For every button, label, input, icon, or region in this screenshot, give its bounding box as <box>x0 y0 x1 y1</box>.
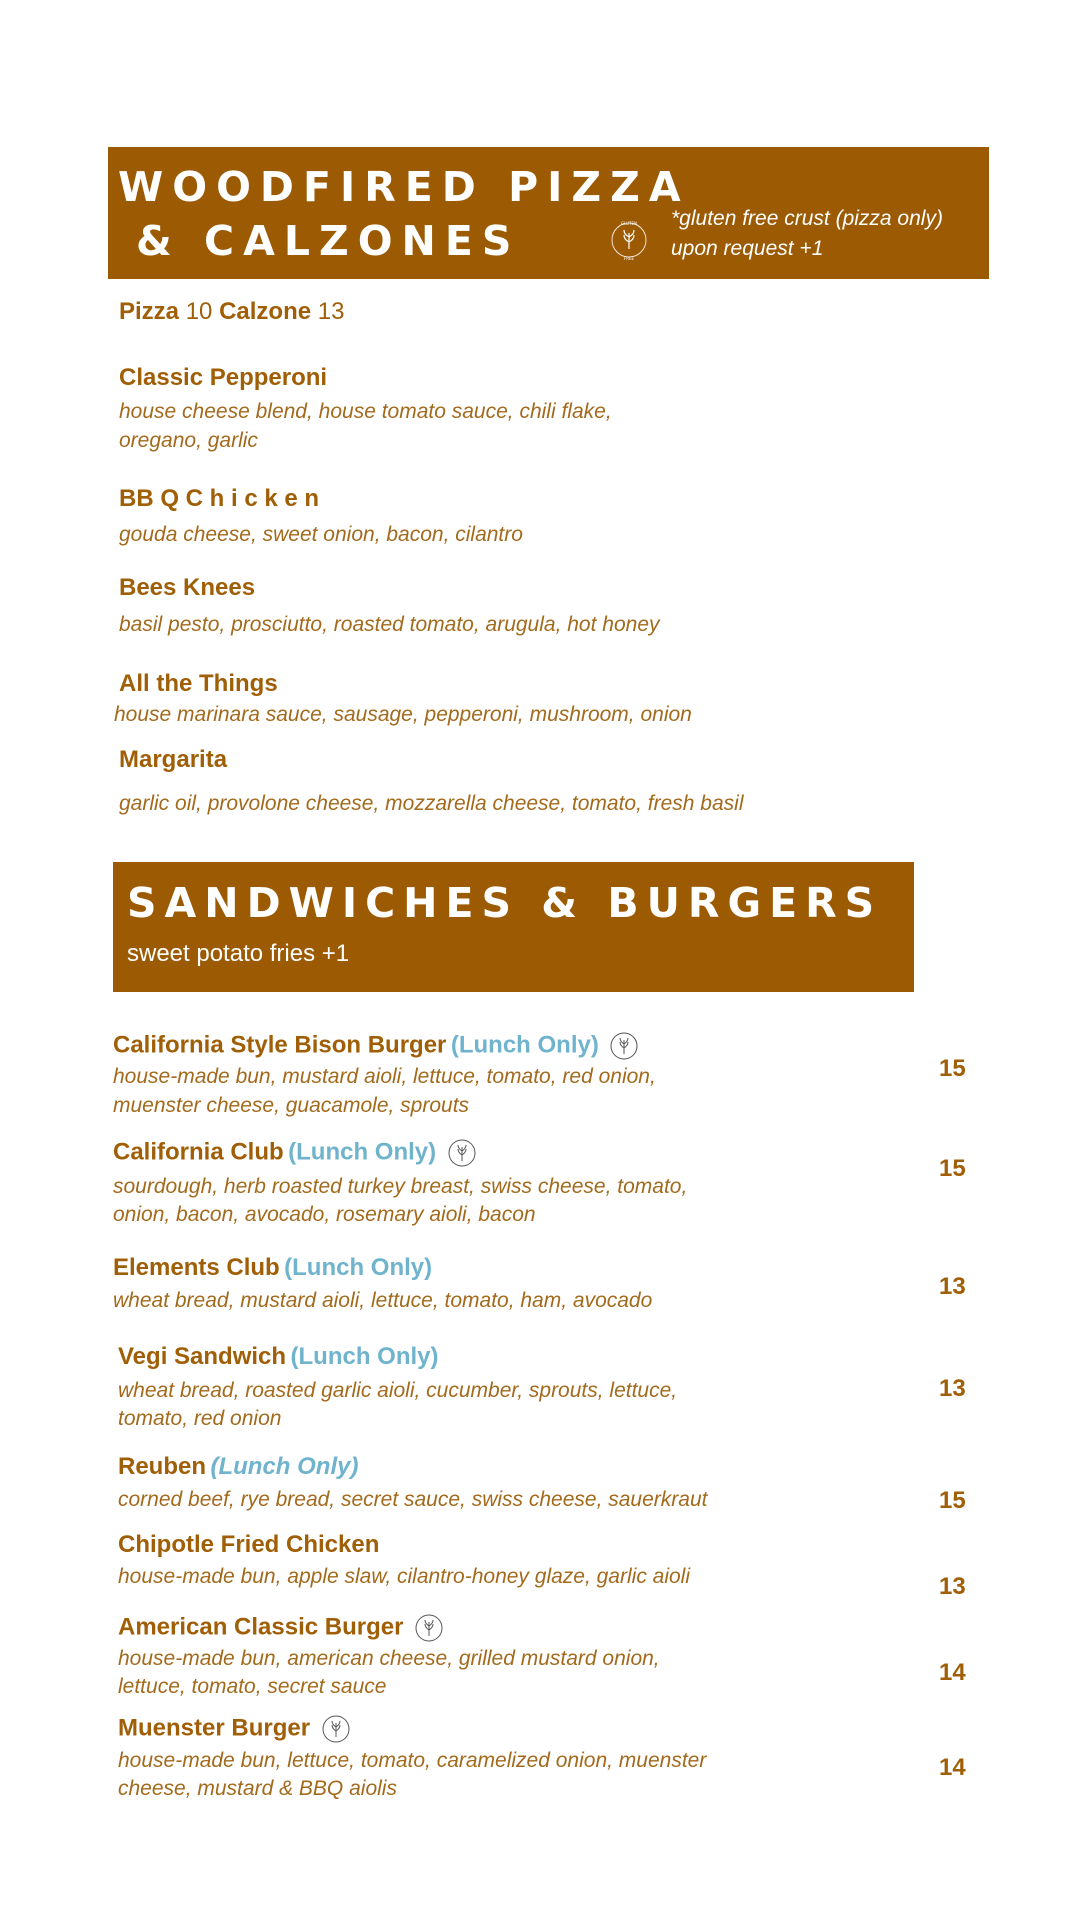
menu-item-name: Bees Knees <box>119 574 256 601</box>
menu-item-name: Classic Pepperoni <box>119 364 328 391</box>
lunch-only-tag: (Lunch Only) <box>288 1138 437 1166</box>
gluten-free-icon <box>608 219 650 266</box>
menu-item-name: California Club <box>113 1138 284 1166</box>
menu-item-desc: sourdough, herb roasted turkey breast, swiss cheese, tomato, <box>113 1175 688 1198</box>
menu-item-name: Chipotle Fried Chicken <box>118 1531 380 1558</box>
menu-item-desc: cheese, mustard & BBQ aiolis <box>118 1777 397 1800</box>
lunch-only-tag: (Lunch Only) <box>284 1254 433 1281</box>
menu-item-name: California Style Bison Burger <box>113 1031 447 1059</box>
menu-item-title <box>113 1136 479 1175</box>
menu-item-price: 15 <box>939 1155 966 1182</box>
menu-item-price: 14 <box>939 1659 966 1686</box>
svg-text:FREE: FREE <box>623 256 635 261</box>
pizza-label: Pizza <box>119 298 180 325</box>
menu-item-desc: muenster cheese, guacamole, sprouts <box>113 1094 470 1117</box>
gluten-free-icon <box>445 1136 479 1175</box>
sandwich-banner <box>113 862 914 992</box>
menu-item-price: 13 <box>939 1573 966 1600</box>
menu-item-desc: oregano, garlic <box>119 429 258 452</box>
menu-item-price: 15 <box>939 1055 966 1082</box>
menu-item-price: 13 <box>939 1375 966 1402</box>
menu-item-name: Reuben <box>118 1453 207 1480</box>
sandwich-subtitle: sweet potato fries +1 <box>127 940 350 967</box>
gluten-note-line1: *gluten free crust (pizza only) <box>671 207 943 230</box>
lunch-only-tag: (Lunch Only) <box>290 1343 439 1370</box>
menu-item-desc: onion, bacon, avocado, rosemary aioli, bacon <box>113 1203 536 1226</box>
menu-item-name: Muenster Burger <box>118 1714 311 1742</box>
menu-item-desc: house-made bun, apple slaw, cilantro-honey glaze, garlic aioli <box>118 1565 691 1588</box>
lunch-only-tag: (Lunch Only) <box>450 1031 599 1059</box>
menu-item-desc: house-made bun, american cheese, grilled mustard onion, <box>118 1647 660 1670</box>
menu-item-name: Elements Club <box>113 1254 280 1281</box>
menu-item-desc: house cheese blend, house tomato sauce, chili flake, <box>119 400 612 423</box>
pizza-banner <box>108 147 989 279</box>
menu-item-desc: garlic oil, provolone cheese, mozzarella cheese, tomato, fresh basil <box>119 792 744 815</box>
menu-item-name: Vegi Sandwich <box>118 1343 287 1370</box>
calzone-price: 13 <box>317 298 345 325</box>
pizza-title-line1: WOODFIRED PIZZA <box>118 163 690 211</box>
lunch-only-tag: (Lunch Only) <box>210 1453 359 1480</box>
menu-item-desc: gouda cheese, sweet onion, bacon, cilantro <box>119 523 523 546</box>
menu-item-name: American Classic Burger <box>118 1613 404 1641</box>
pizza-calzone-pricing <box>119 298 344 326</box>
menu-item-desc: corned beef, rye bread, secret sauce, swiss cheese, sauerkraut <box>118 1488 708 1511</box>
sandwich-title: SANDWICHES & BURGERS <box>127 879 883 927</box>
menu-item-price: 13 <box>939 1273 966 1300</box>
menu-item-title <box>113 1254 432 1282</box>
menu-item-desc: wheat bread, mustard aioli, lettuce, tomato, ham, avocado <box>113 1289 653 1312</box>
gluten-note-line2: upon request +1 <box>671 237 824 260</box>
menu-item-price: 15 <box>939 1487 966 1514</box>
menu-item-desc: basil pesto, prosciutto, roasted tomato, arugula, hot honey <box>119 613 660 636</box>
menu-item-desc: wheat bread, roasted garlic aioli, cucumber, sprouts, lettuce, <box>118 1379 678 1402</box>
menu-item-desc: lettuce, tomato, secret sauce <box>118 1675 387 1698</box>
pizza-title-line2: & CALZONES <box>136 217 521 265</box>
svg-text:GLUTEN: GLUTEN <box>620 221 638 226</box>
menu-item-price: 14 <box>939 1754 966 1781</box>
menu-item-desc: house-made bun, mustard aioli, lettuce, tomato, red onion, <box>113 1065 656 1088</box>
menu-item-name: BB Q C h i c k e n <box>119 485 320 512</box>
menu-item-title <box>118 1343 438 1371</box>
menu-item-desc: house-made bun, lettuce, tomato, caramelized onion, muenster <box>118 1749 707 1772</box>
menu-item-desc: house marinara sauce, sausage, pepperoni, mushroom, onion <box>114 703 692 726</box>
menu-item-desc: tomato, red onion <box>118 1407 282 1430</box>
menu-item-title <box>118 1453 358 1481</box>
pizza-price: 10 <box>185 298 213 325</box>
menu-item-name: Margarita <box>119 746 228 773</box>
calzone-label: Calzone <box>219 298 312 325</box>
menu-item-name: All the Things <box>119 670 278 697</box>
